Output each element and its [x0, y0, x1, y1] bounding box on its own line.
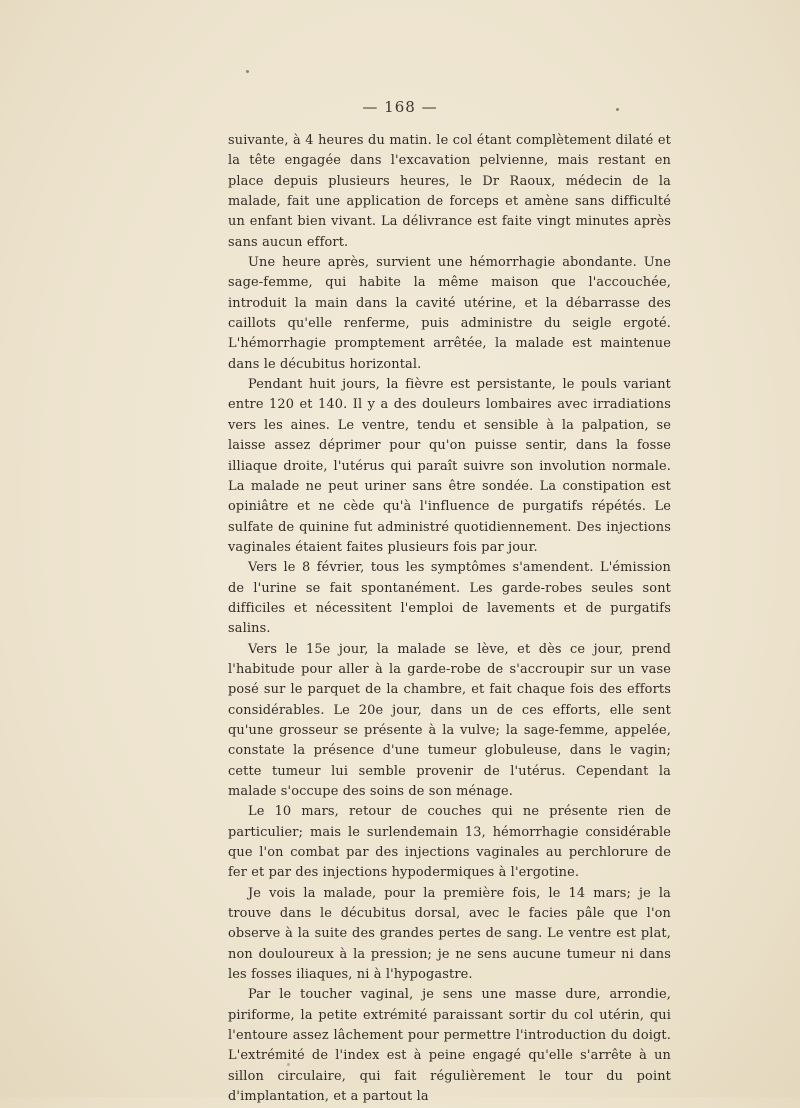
paper-speck [616, 108, 619, 111]
paragraph: Vers le 15e jour, la malade se lève, et dès ce jour, prend l'habitude pour aller à la garde-robe de s'accroupir sur un vase posé sur le parquet de la chambre, et fait chaque fois des efforts considérables. Le 20e jour, dans un de ces efforts, elle sent qu'une grosseur se présente à la vulve; la sage-femme, appelée, constate la présence d'une tumeur globuleuse, dans le vagin; cette tumeur lui semble provenir de l'utérus. Cependant la malade s'occupe des soins de son ménage. [228, 641, 671, 799]
paper-speck [246, 70, 249, 73]
body-text [228, 131, 671, 1108]
page-number: — 168 — [362, 98, 438, 116]
paragraph: Pendant huit jours, la fièvre est persistante, le pouls variant entre 120 et 140. Il y a des douleurs lombaires avec irradiations vers les aines. Le ventre, tendu et sensible à la palpation, se laisse assez déprimer pour qu'on puisse sentir, dans la fosse illiaque droite, l'utérus qui paraît suivre son involution normale. La malade ne peut uriner sans être sondée. La constipation est opiniâtre et ne cède qu'à l'influence de purgatifs répétés. Le sulfate de quinine fut administré quotidiennement. Des injections vaginales étaient faites plusieurs fois par jour. [228, 377, 671, 555]
paragraph: Vers le 8 février, tous les symptômes s'amendent. L'émission de l'urine se fait spontanément. Les garde-robes seules sont difficiles et nécessitent l'emploi de lavements et de purgatifs salins. [228, 560, 671, 637]
paragraph: Le 10 mars, retour de couches qui ne présente rien de particulier; mais le surlendemain 13, hémorrhagie considérable que l'on combat par des injections vaginales au perchlorure de fer et par des injections hypodermiques à l'ergotine. [228, 804, 671, 881]
paragraph: Par le toucher vaginal, je sens une masse dure, arrondie, piriforme, la petite extrémité paraissant sortir du col utérin, qui l'entoure assez lâchement pour permettre l'introduction du doigt. L'extrémité de l'index est à peine engagé qu'elle s'arrête à un sillon circulaire, qui fait régulièrement le tour du point d'implantation, et a partout la [228, 987, 671, 1105]
paragraph: suivante, à 4 heures du matin. le col étant complètement dilaté et la tête engagée dans l'excavation pelvienne, mais restant en place depuis plusieurs heures, le Dr Raoux, médecin de la malade, fait une application de forceps et amène sans difficulté un enfant bien vivant. La délivrance est faite vingt minutes après sans aucun effort. [228, 133, 671, 250]
paper-speck [287, 1063, 290, 1066]
paragraph: Je vois la malade, pour la première fois, le 14 mars; je la trouve dans le décubitus dorsal, avec le facies pâle que l'on observe à la suite des grandes pertes de sang. Le ventre est plat, non douloureux à la pression; je ne sens aucune tumeur ni dans les fosses iliaques, ni à l'hypogastre. [228, 885, 671, 983]
paragraph: Une heure après, survient une hémorrhagie abondante. Une sage-femme, qui habite la même maison que l'accouchée, introduit la main dans la cavité utérine, et la débarrasse des caillots qu'elle renferme, puis administre du seigle ergoté. L'hémorrhagie promptement arrêtée, la malade est maintenue dans le décubitus horizontal. [228, 255, 671, 372]
